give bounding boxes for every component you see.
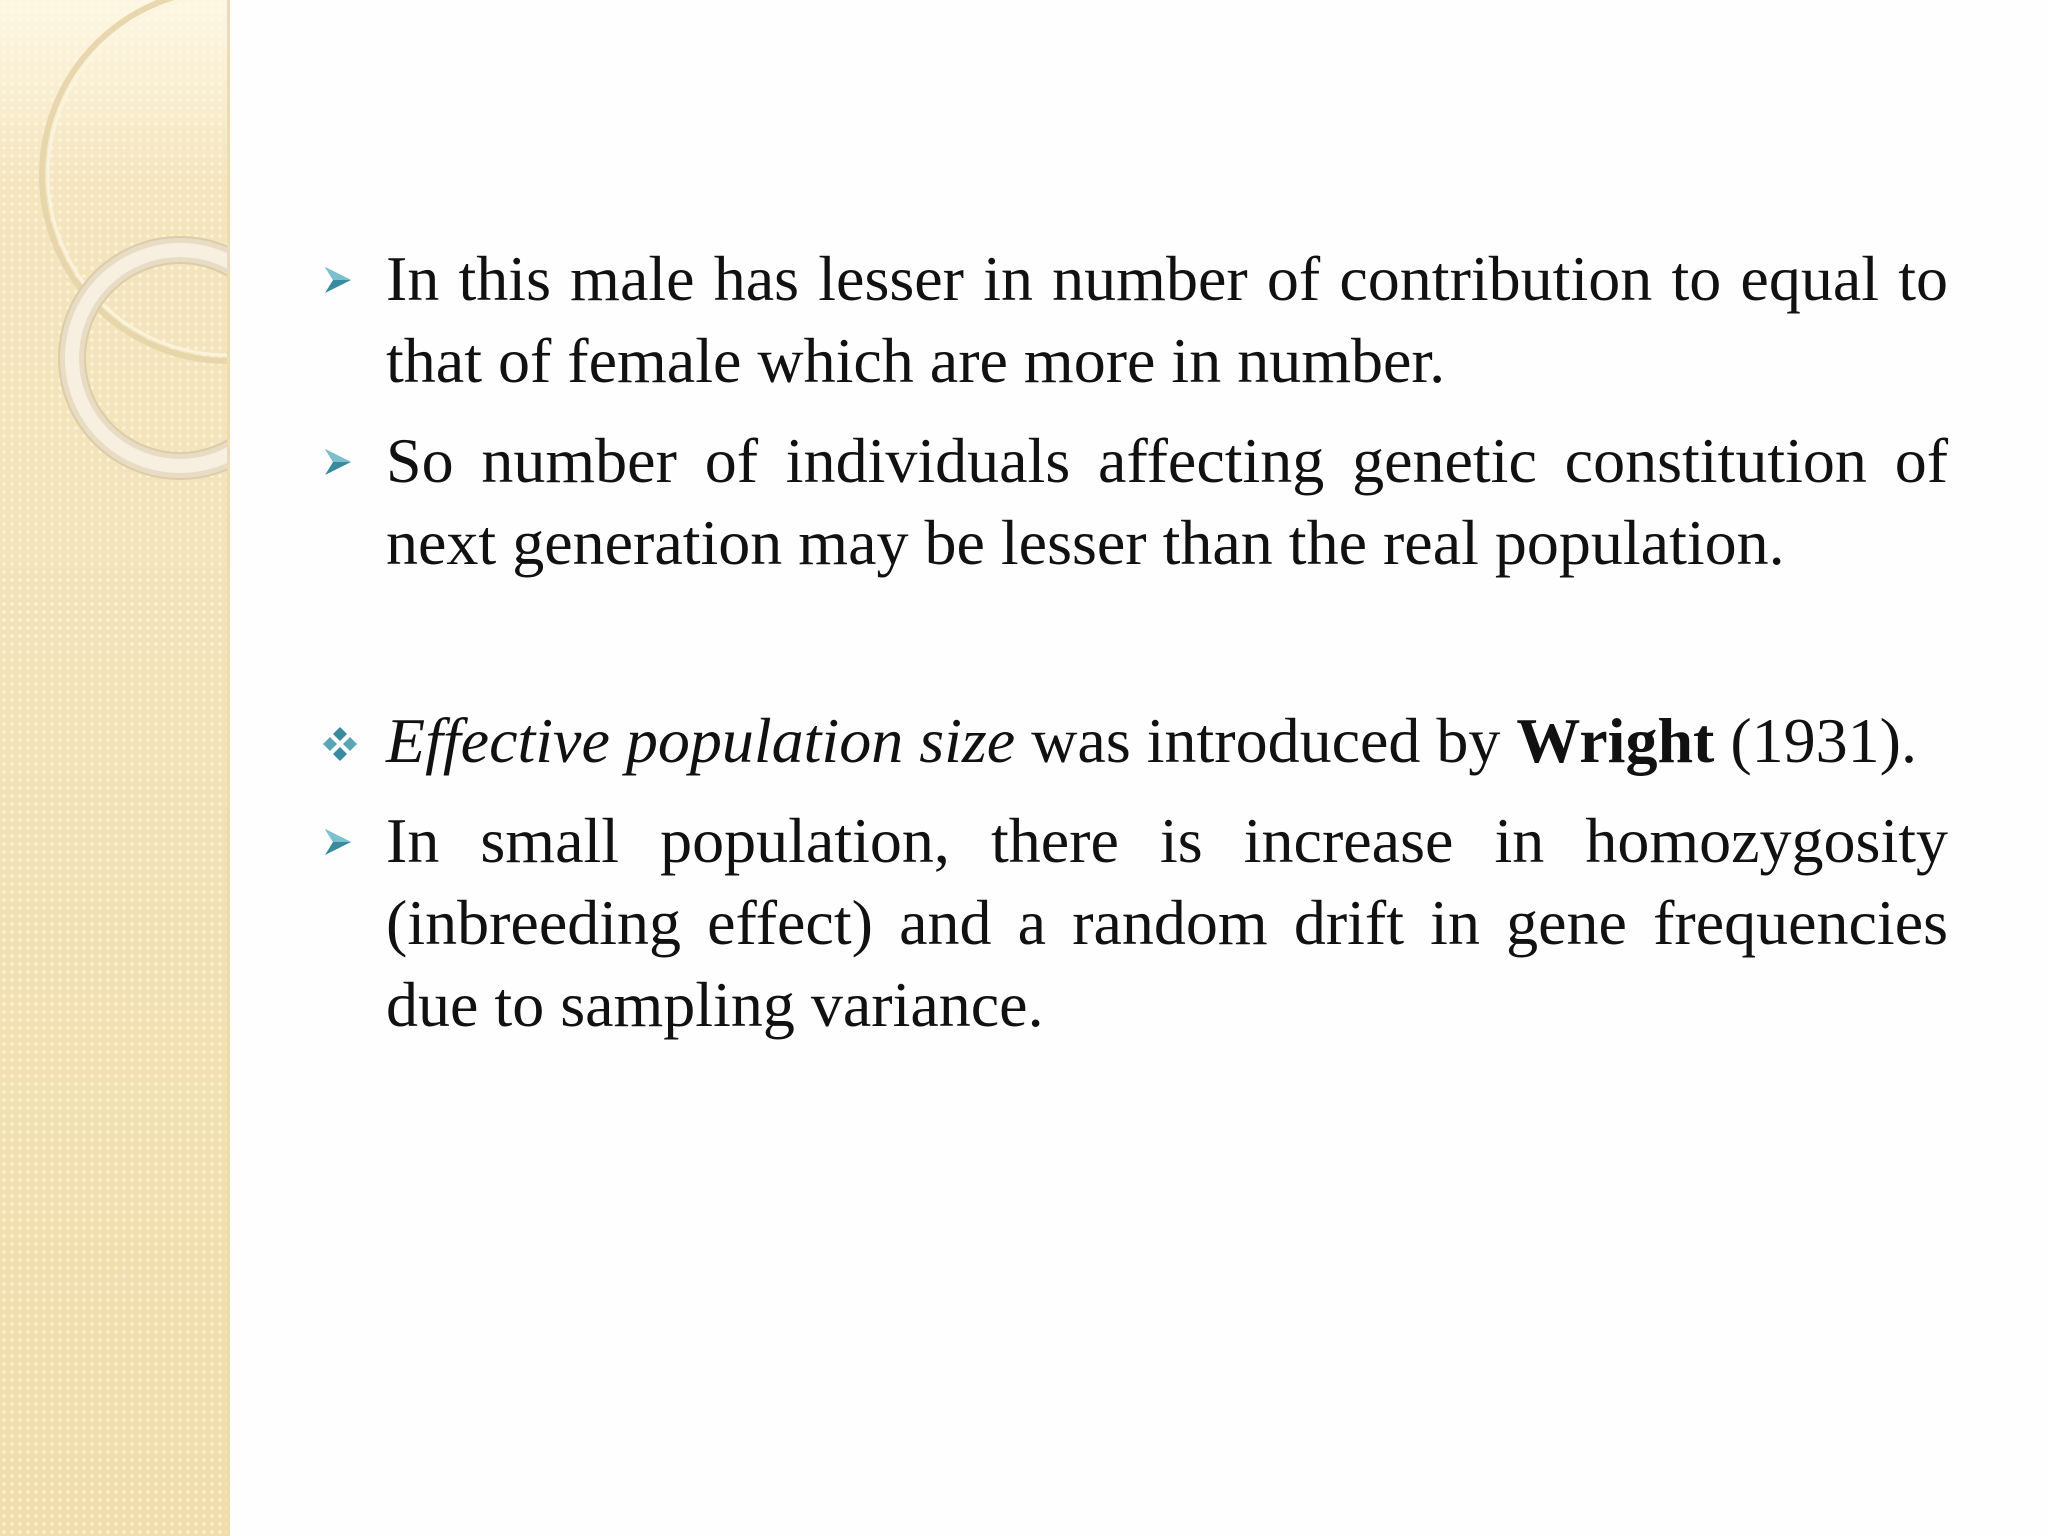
arrow-bullet-icon bbox=[322, 238, 362, 320]
bullet-text: So number of individuals affecting genetic constitution of next generation may be lesser than the real population. bbox=[386, 425, 1948, 578]
decorative-sidebar bbox=[0, 0, 230, 1536]
bullet-item bbox=[318, 800, 1948, 1046]
author-name: Wright bbox=[1516, 705, 1715, 776]
bullet-item bbox=[318, 700, 1948, 782]
bullet-text: was introduced by bbox=[1015, 705, 1517, 776]
bullet-item bbox=[318, 238, 1948, 402]
term-effective-population-size: Effective population size bbox=[386, 705, 1016, 776]
arrow-bullet-icon bbox=[322, 800, 362, 882]
bullet-text: In this male has lesser in number of contribution to equal to that of female which are more in number. bbox=[386, 243, 1948, 396]
bullet-text: In small population, there is increase in homozygosity (inbreeding effect) and a random drift in gene frequencies due to sampling variance. bbox=[386, 805, 1948, 1040]
diamond-bullet-icon bbox=[322, 700, 362, 782]
decorative-rings bbox=[0, 0, 227, 520]
slide-body bbox=[318, 238, 1948, 1064]
arrow-bullet-icon bbox=[322, 420, 362, 502]
bullet-item bbox=[318, 420, 1948, 584]
bullet-text-year: (1931). bbox=[1714, 705, 1917, 776]
